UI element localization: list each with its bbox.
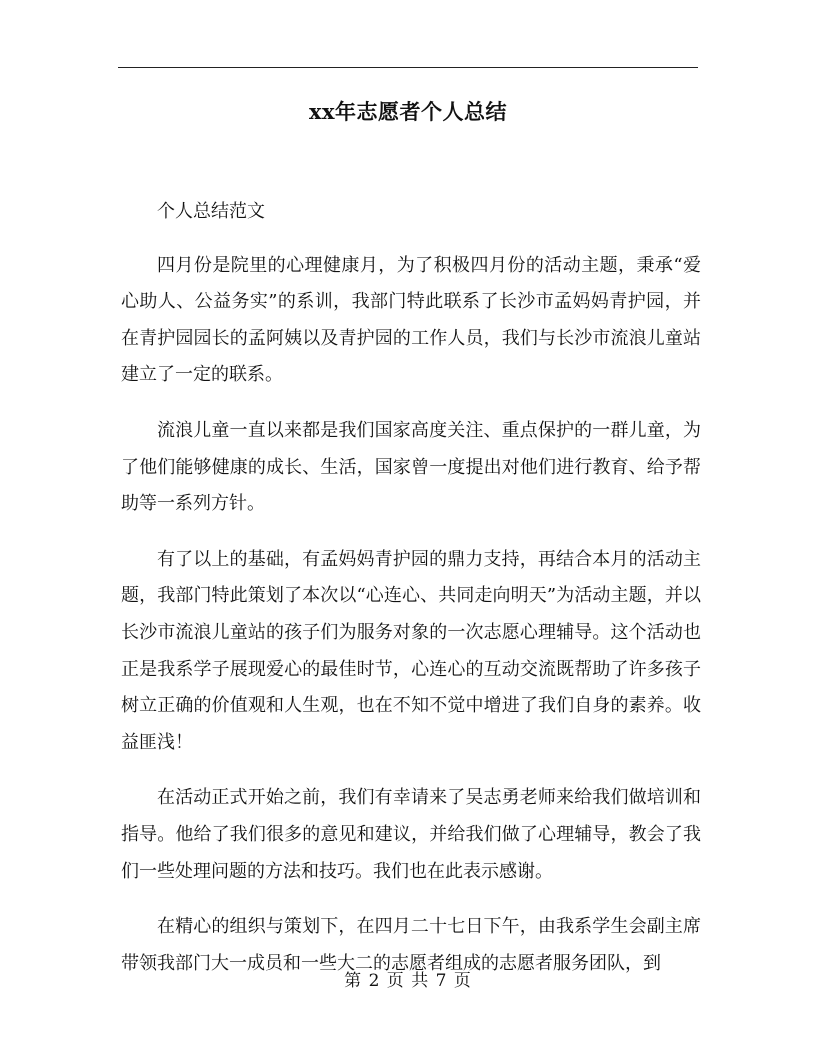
body-paragraph-4: 在活动正式开始之前，我们有幸请来了吴志勇老师来给我们做培训和指导。他给了我们很多的意见和建议，并给我们做了心理辅导，教会了我们一些处理问题的方法和技巧。我们也在此表示感谢。 — [121, 787, 701, 882]
document-body — [121, 194, 701, 1001]
body-paragraph-5: 在精心的组织与策划下，在四月二十七日下午，由我系学生会副主席带领我部门大一成员和一些大二的志愿者组成的志愿者服务团队，到 — [121, 916, 701, 974]
page-title: xx年志愿者个人总结 — [308, 99, 508, 124]
header-divider — [118, 67, 698, 68]
body-paragraph-2: 流浪儿童一直以来都是我们国家高度关注、重点保护的一群儿童，为了他们能够健康的成长、生活，国家曾一度提出对他们进行教育、给予帮助等一系列方针。 — [121, 419, 701, 515]
body-paragraph-1: 四月份是院里的心理健康月，为了积极四月份的活动主题，秉承“爱心助人、公益务实”的系训，我部门特此联系了长沙市孟妈妈青护园，并在青护园园长的孟阿姨以及青护园的工作人员，我们与长沙市流浪儿童站建立了一定的联系。 — [121, 254, 701, 386]
section-subheading: 个人总结范文 — [157, 201, 265, 222]
page-number-footer: 第 2 页 共 7 页 — [344, 971, 472, 991]
body-paragraph-3: 有了以上的基础，有孟妈妈青护园的鼎力支持，再结合本月的活动主题，我部门特此策划了本次以“心连心、共同走向明天”为活动主题，并以长沙市流浪儿童站的孩子们为服务对象的一次志愿心理辅导。这个活动也正是我系学子展现爱心的最佳时节，心连心的互动交流既帮助了许多孩子树立正确的价值观和人生观，也在不知不觉中增进了我们自身的素养。收益匪浅！ — [121, 548, 701, 753]
